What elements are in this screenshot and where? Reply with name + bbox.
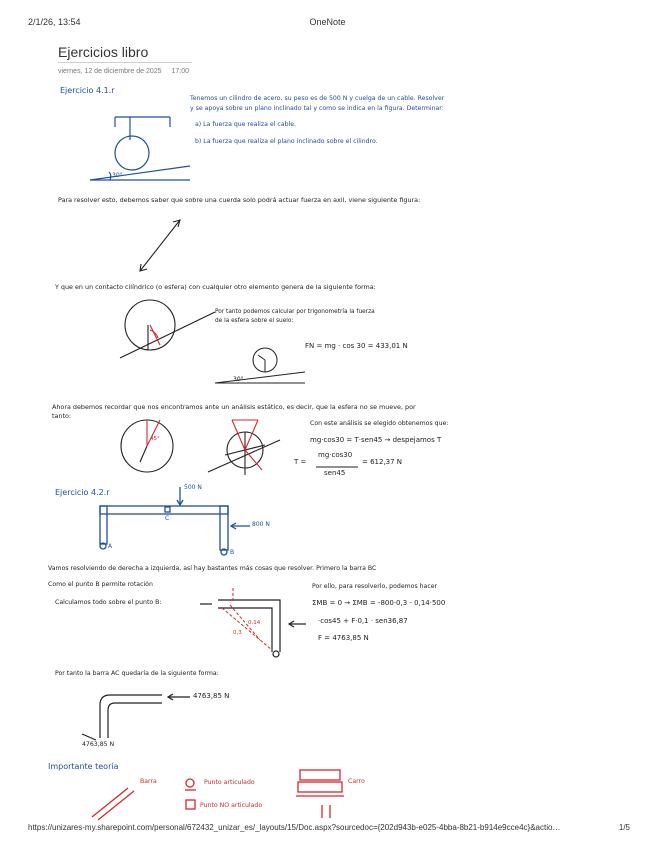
- axial-explanation: Para resolver esto, debemos saber que sobre una cuerda solo podrá actuar fuerza en axil, viene siguiente figura:: [58, 196, 421, 204]
- legend-no-articulado-icon: [186, 800, 195, 809]
- legend-articulado-icon: [186, 779, 194, 787]
- incline-line: [120, 312, 215, 358]
- trig-text-2: de la esfera sobre el suelo:: [215, 318, 294, 324]
- tension-line: [147, 420, 160, 446]
- print-footer: [28, 823, 630, 832]
- top-beam: [100, 506, 228, 514]
- diagonal-dim: [222, 608, 272, 650]
- normal-force-line: [150, 325, 160, 345]
- legend-carro-body: [298, 782, 342, 792]
- equation-2-result: = 612,37 N: [362, 458, 403, 466]
- page-date: viernes, 12 de diciembre de 2025: [58, 68, 162, 75]
- print-datetime: 2/1/26, 13:54: [28, 17, 81, 27]
- bar-ac-figure: [82, 694, 190, 740]
- legend-barra-line: [98, 791, 134, 820]
- equation-2-numerator: mg·cos30: [318, 451, 353, 459]
- force-line: [140, 446, 147, 462]
- static-figure-2: [208, 432, 280, 475]
- legend-carro-top: [300, 770, 340, 780]
- tension-line-2: [232, 420, 245, 450]
- page-title: Ejercicios libro: [58, 44, 149, 60]
- normal-line: [258, 355, 265, 360]
- equation-2-lhs: T =: [294, 458, 307, 466]
- point-b: [273, 651, 279, 657]
- b-rotation-note: Como el punto B permite rotación: [48, 581, 153, 588]
- bar-ac-force-label-2: 4763,85 N: [82, 741, 115, 748]
- static-figure-1-red: [147, 420, 160, 446]
- moment-force-result: F = 4763,85 N: [318, 634, 369, 642]
- left-column: [100, 506, 107, 544]
- moment-intro-left: Calculamos todo sobre el punto B:: [55, 599, 162, 606]
- force-arrow-bottom: [82, 734, 96, 740]
- right-column: [220, 506, 228, 550]
- dimension-label-1: 0,14: [248, 620, 261, 626]
- load-500-label: 500 N: [184, 484, 202, 491]
- contact-explanation: Y que en un contacto cilíndrico (o esfera) con cualquier otro elemento genera de la siguiente forma:: [55, 283, 376, 291]
- print-app-name: OneNote: [309, 17, 346, 27]
- moment-equation-1: ΣMB = 0 → ΣMB = -800·0,3 - 0,14·500: [312, 599, 446, 607]
- ej1-item-b: b) La fuerza que realiza el plano inclinado sobre el cilindro.: [195, 138, 378, 145]
- trig-text-1: Por tanto podemos calcular por trigonometría la fuerza: [215, 309, 375, 315]
- cylinder-circle: [115, 136, 149, 170]
- sphere-contact-figure: [120, 300, 215, 358]
- bar-bc-figure: [200, 600, 306, 657]
- incline-line-2: [208, 440, 280, 472]
- theory-legend: [92, 770, 344, 820]
- equation-1: mg·cos30 = T·sen45 → despejamos T: [310, 436, 442, 444]
- static-angle-label: 45°: [150, 436, 160, 442]
- angle-arc: [109, 172, 111, 180]
- static-text-line-1: Ahora debemos recordar que nos encontramos ante un análisis estático, es decir, que la esfera no se mueve, por: [52, 403, 416, 411]
- page-time: 17:00: [171, 68, 189, 75]
- static-text-line-2: tanto:: [52, 412, 72, 420]
- small-sphere-figure: [215, 348, 305, 383]
- legend-barra: Barra: [140, 778, 157, 785]
- label-c: C: [165, 515, 170, 522]
- moment-intro-right: Por ello, para resolverlo, podemos hacer: [312, 583, 438, 590]
- static-text-line-3: Con este análisis se elegido obtenemos que:: [310, 420, 449, 427]
- ej1-angle-label: 30°: [112, 172, 123, 179]
- label-a: A: [108, 543, 113, 550]
- dimension-label-2: 0,3: [233, 630, 242, 636]
- normal-force-formula: FN = mg · cos 30 = 433,01 N: [305, 342, 408, 350]
- normal-line-2: [245, 420, 258, 450]
- slope-line: [215, 372, 305, 383]
- ej1-statement-line-2: y se apoya sobre un plano inclinado tal y como se indica en la figura. Determinar:: [190, 105, 444, 112]
- load-800-label: 800 N: [252, 521, 270, 528]
- equation-2-denominator: sen45: [324, 469, 346, 477]
- small-angle-label: 30°: [233, 376, 244, 383]
- frame-explanation: Vamos resolviendo de derecha a izquierda, así hay bastantes más cosas que resolver. Primero la barra BC: [48, 565, 377, 572]
- label-b: B: [230, 549, 235, 556]
- legend-punto-no-articulado: Punto NO articulado: [200, 802, 263, 809]
- moment-equation-2: ·cos45 + F·0,1 · sen36,87: [318, 617, 408, 625]
- sphere-contact-red: [150, 325, 160, 345]
- bar-bc-dimensions: [222, 588, 272, 650]
- bar-ac-inner: [108, 703, 162, 738]
- ej2-heading: Ejercicio 4.2.r: [55, 488, 110, 497]
- ej1-figure: [90, 117, 190, 180]
- bar-inner: [218, 608, 272, 652]
- theory-heading: Importante teoría: [48, 762, 119, 771]
- ej1-heading: Ejercicio 4.1.r: [60, 86, 115, 95]
- legend-carro: Carro: [348, 778, 365, 785]
- legend-punto-articulado: Punto articulado: [204, 779, 255, 786]
- bar-ac-outer: [100, 695, 162, 738]
- pin-c: [165, 507, 170, 512]
- page-indicator: 1/5: [618, 823, 630, 832]
- bar-ac-force-label-1: 4763,85 N: [193, 692, 230, 700]
- bar-ac-explanation: Por tanto la barra AC quedaría de la siguiente forma:: [55, 670, 219, 677]
- legend-barra-line: [92, 788, 128, 817]
- axial-line: [140, 220, 180, 271]
- print-url: https://unizares-my.sharepoint.com/personal/672432_unizar_es/_layouts/15/Doc.aspx?sourcedoc={202d943b-e025-4bba-8b21-b914e9cce4c}&actio…: [28, 823, 561, 832]
- ej1-statement-line-1: Tenemos un cilindro de acero, su peso es de 500 N y cuelga de un cable. Resolver: [190, 95, 445, 102]
- axial-force-arrow: [140, 220, 180, 271]
- ej1-item-a: a) La fuerza que realiza el cable.: [195, 121, 297, 128]
- ej2-frame: [100, 487, 250, 555]
